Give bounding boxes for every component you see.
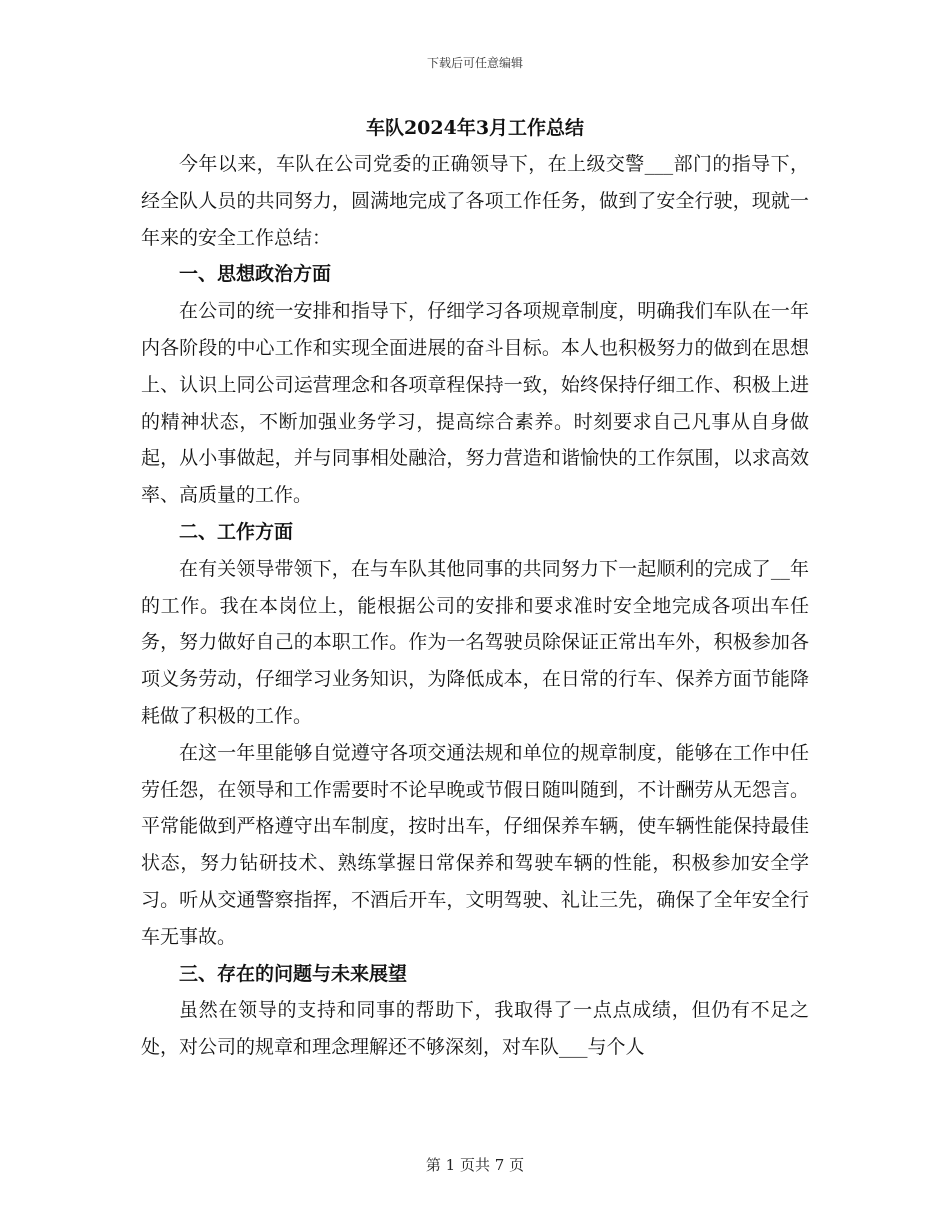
section-heading-ideology: 一、思想政治方面 bbox=[179, 263, 332, 286]
section-heading-work: 二、工作方面 bbox=[179, 520, 294, 543]
section-paragraph: 虽然在领导的支持和同事的帮助下，我取得了一点点成绩，但仍有不足之处，对公司的规章和理念理解还不够深刻，对车队___与个人 bbox=[141, 999, 809, 1059]
section-paragraph: 在这一年里能够自觉遵守各项交通法规和单位的规章制度，能够在工作中任劳任怨，在领导和工作需要时不论早晚或节假日随叫随到，不计酬劳从无怨言。平常能做到严格遵守出车制度，按时出车，仔细保养车辆，使车辆性能保持最佳状态，努力钻研技术、熟练掌握日常保养和驾驶车辆的性能，积极参加安全学习。听从交通警察指挥，不酒后开车，文明驾驶、礼让三先，确保了全年安全行车无事故。 bbox=[141, 741, 809, 948]
section-paragraph: 在有关领导带领下，在与车队其他同事的共同努力下一起顺利的完成了__年的工作。我在本岗位上，能根据公司的安排和要求准时安全地完成各项出车任务，努力做好自己的本职工作。作为一名驾驶员除保证正常出车外，积极参加各项义务劳动，仔细学习业务知识，为降低成本，在日常的行车、保养方面节能降耗做了积极的工作。 bbox=[141, 557, 809, 727]
document-title: 车队2024年3月工作总结 bbox=[365, 117, 585, 139]
page-header-note: 下载后可任意编辑 bbox=[426, 56, 523, 70]
section-paragraph: 在公司的统一安排和指导下，仔细学习各项规章制度，明确我们车队在一年内各阶段的中心工作和实现全面进展的奋斗目标。本人也积极努力的做到在思想上、认识上同公司运营理念和各项章程保持一致，始终保持仔细工作、积极上进的精神状态，不断加强业务学习，提高综合素养。时刻要求自己凡事从自身做起，从小事做起，并与同事相处融洽，努力营造和谐愉快的工作氛围，以求高效率、高质量的工作。 bbox=[141, 300, 809, 507]
intro-paragraph: 今年以来，车队在公司党委的正确领导下，在上级交警___部门的指导下，经全队人员的共同努力，圆满地完成了各项工作任务，做到了安全行驶，现就一年来的安全工作总结： bbox=[141, 153, 809, 249]
page-number-footer: 第 1 页共 7 页 bbox=[425, 1156, 525, 1174]
section-heading-problems: 三、存在的问题与未来展望 bbox=[179, 962, 408, 985]
document-body bbox=[141, 110, 809, 1066]
